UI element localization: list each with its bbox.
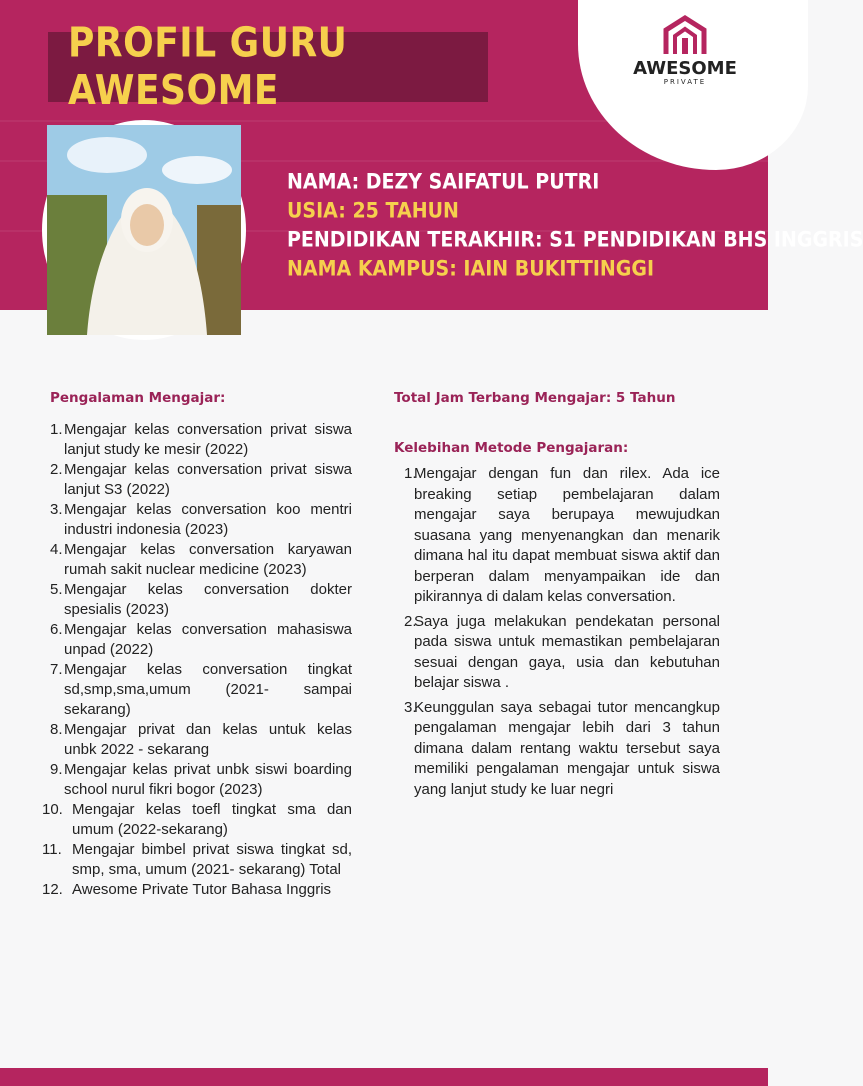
item-number: 9. [50,761,63,778]
list-item [50,620,352,660]
teacher-name: NAMA: DEZY SAIFATUL PUTRI [287,169,600,195]
item-number: 2. [50,461,63,478]
item-number: 8. [50,721,63,738]
item-number: 7. [50,661,63,678]
item-text: Mengajar kelas conversation mahasiswa unpad (2022) [64,621,352,658]
item-number: 12. [42,881,63,898]
teacher-age: USIA: 25 TAHUN [287,198,459,224]
teacher-campus: NAMA KAMPUS: IAIN BUKITTINGGI [287,256,655,282]
list-item [50,760,352,800]
list-item [50,500,352,540]
title-box [48,19,488,115]
list-item [50,540,352,580]
item-number: 3. [404,698,417,716]
main-content [0,310,768,1070]
item-text: Mengajar bimbel privat siswa tingkat sd, smp, sma, umum (2021- sekarang) Total [72,841,352,878]
item-number: 6. [50,621,63,638]
method-title: Kelebihan Metode Pengajaran: [394,440,629,456]
item-text: Awesome Private Tutor Bahasa Inggris [72,881,332,898]
item-text: Mengajar kelas toefl tingkat sma dan umum (2022-sekarang) [72,801,352,838]
item-text: Mengajar kelas conversation dokter spesialis (2023) [64,581,352,618]
brand-logo [630,16,740,96]
building-logo-icon [662,16,708,56]
item-number: 2. [404,612,417,630]
footer-bar [0,1068,768,1086]
item-text: Keunggulan saya sebagai tutor mencangkup pengalaman mengajar lebih dari 3 tahun dimana dalam rentang waktu tersebut saya memiliki pengalaman mengajar untuk siswa yang lanjut study ke luar negri [414,698,720,798]
method-list [394,464,720,800]
item-number: 3. [50,501,63,518]
item-text: Mengajar privat dan kelas untuk kelas unbk 2022 - sekarang [64,721,352,758]
list-item [42,800,352,840]
item-number: 1. [50,421,63,438]
list-item [50,720,352,760]
list-item [394,612,720,694]
list-item [42,840,352,880]
list-item [394,698,720,801]
experience-section [42,390,352,900]
item-text: Mengajar kelas conversation koo mentri industri indonesia (2023) [64,501,352,538]
teacher-education: PENDIDIKAN TERAKHIR: S1 PENDIDIKAN BHS INGGRIS [287,227,863,253]
profile-photo-illustration [47,125,241,335]
total-teaching-hours: Total Jam Terbang Mengajar: 5 Tahun [394,390,676,406]
item-number: 1. [404,465,417,482]
item-text: Mengajar kelas conversation tingkat sd,smp,sma,umum (2021- sampai sekarang) [64,661,352,718]
item-text: Mengajar kelas privat unbk siswi boarding school nurul fikri bogor (2023) [64,761,352,798]
list-item [394,464,720,608]
profile-info [287,168,863,284]
list-item [50,660,352,720]
method-section [394,390,720,804]
list-item [50,460,352,500]
logo-text: AWESOME [633,58,737,79]
item-text: Mengajar kelas conversation privat siswa lanjut study ke mesir (2022) [64,421,352,458]
item-text: Mengajar kelas conversation karyawan rumah sakit nuclear medicine (2023) [64,541,352,578]
item-number: 5. [50,581,63,598]
logo-subtext: PRIVATE [663,78,707,86]
item-text: Mengajar kelas conversation privat siswa lanjut S3 (2022) [64,461,352,498]
item-number: 10. [42,801,63,818]
list-item [50,420,352,460]
list-item [50,580,352,620]
page-title: PROFIL GURU AWESOME [68,19,348,115]
profile-photo [42,120,246,340]
item-text: Mengajar dengan fun dan rilex. Ada ice breaking setiap pembelajaran dalam mengajar saya berupaya mewujudkan suasana yang menyenangkan dan menarik dimana hal itu dapat membuat siswa aktif dan berperan dalam menyampaikan ide dan pikirannya di dalam kelas conversation. [414,465,720,605]
list-item [42,880,352,900]
item-number: 11. [42,841,62,858]
item-text: Saya juga melakukan pendekatan personal pada siswa untuk memastikan pembelajaran sesuai dengan gaya, usia dan kebutuhan belajar siswa . [414,612,720,691]
item-number: 4. [50,541,63,558]
experience-list [42,420,352,900]
experience-title: Pengalaman Mengajar: [50,390,226,406]
